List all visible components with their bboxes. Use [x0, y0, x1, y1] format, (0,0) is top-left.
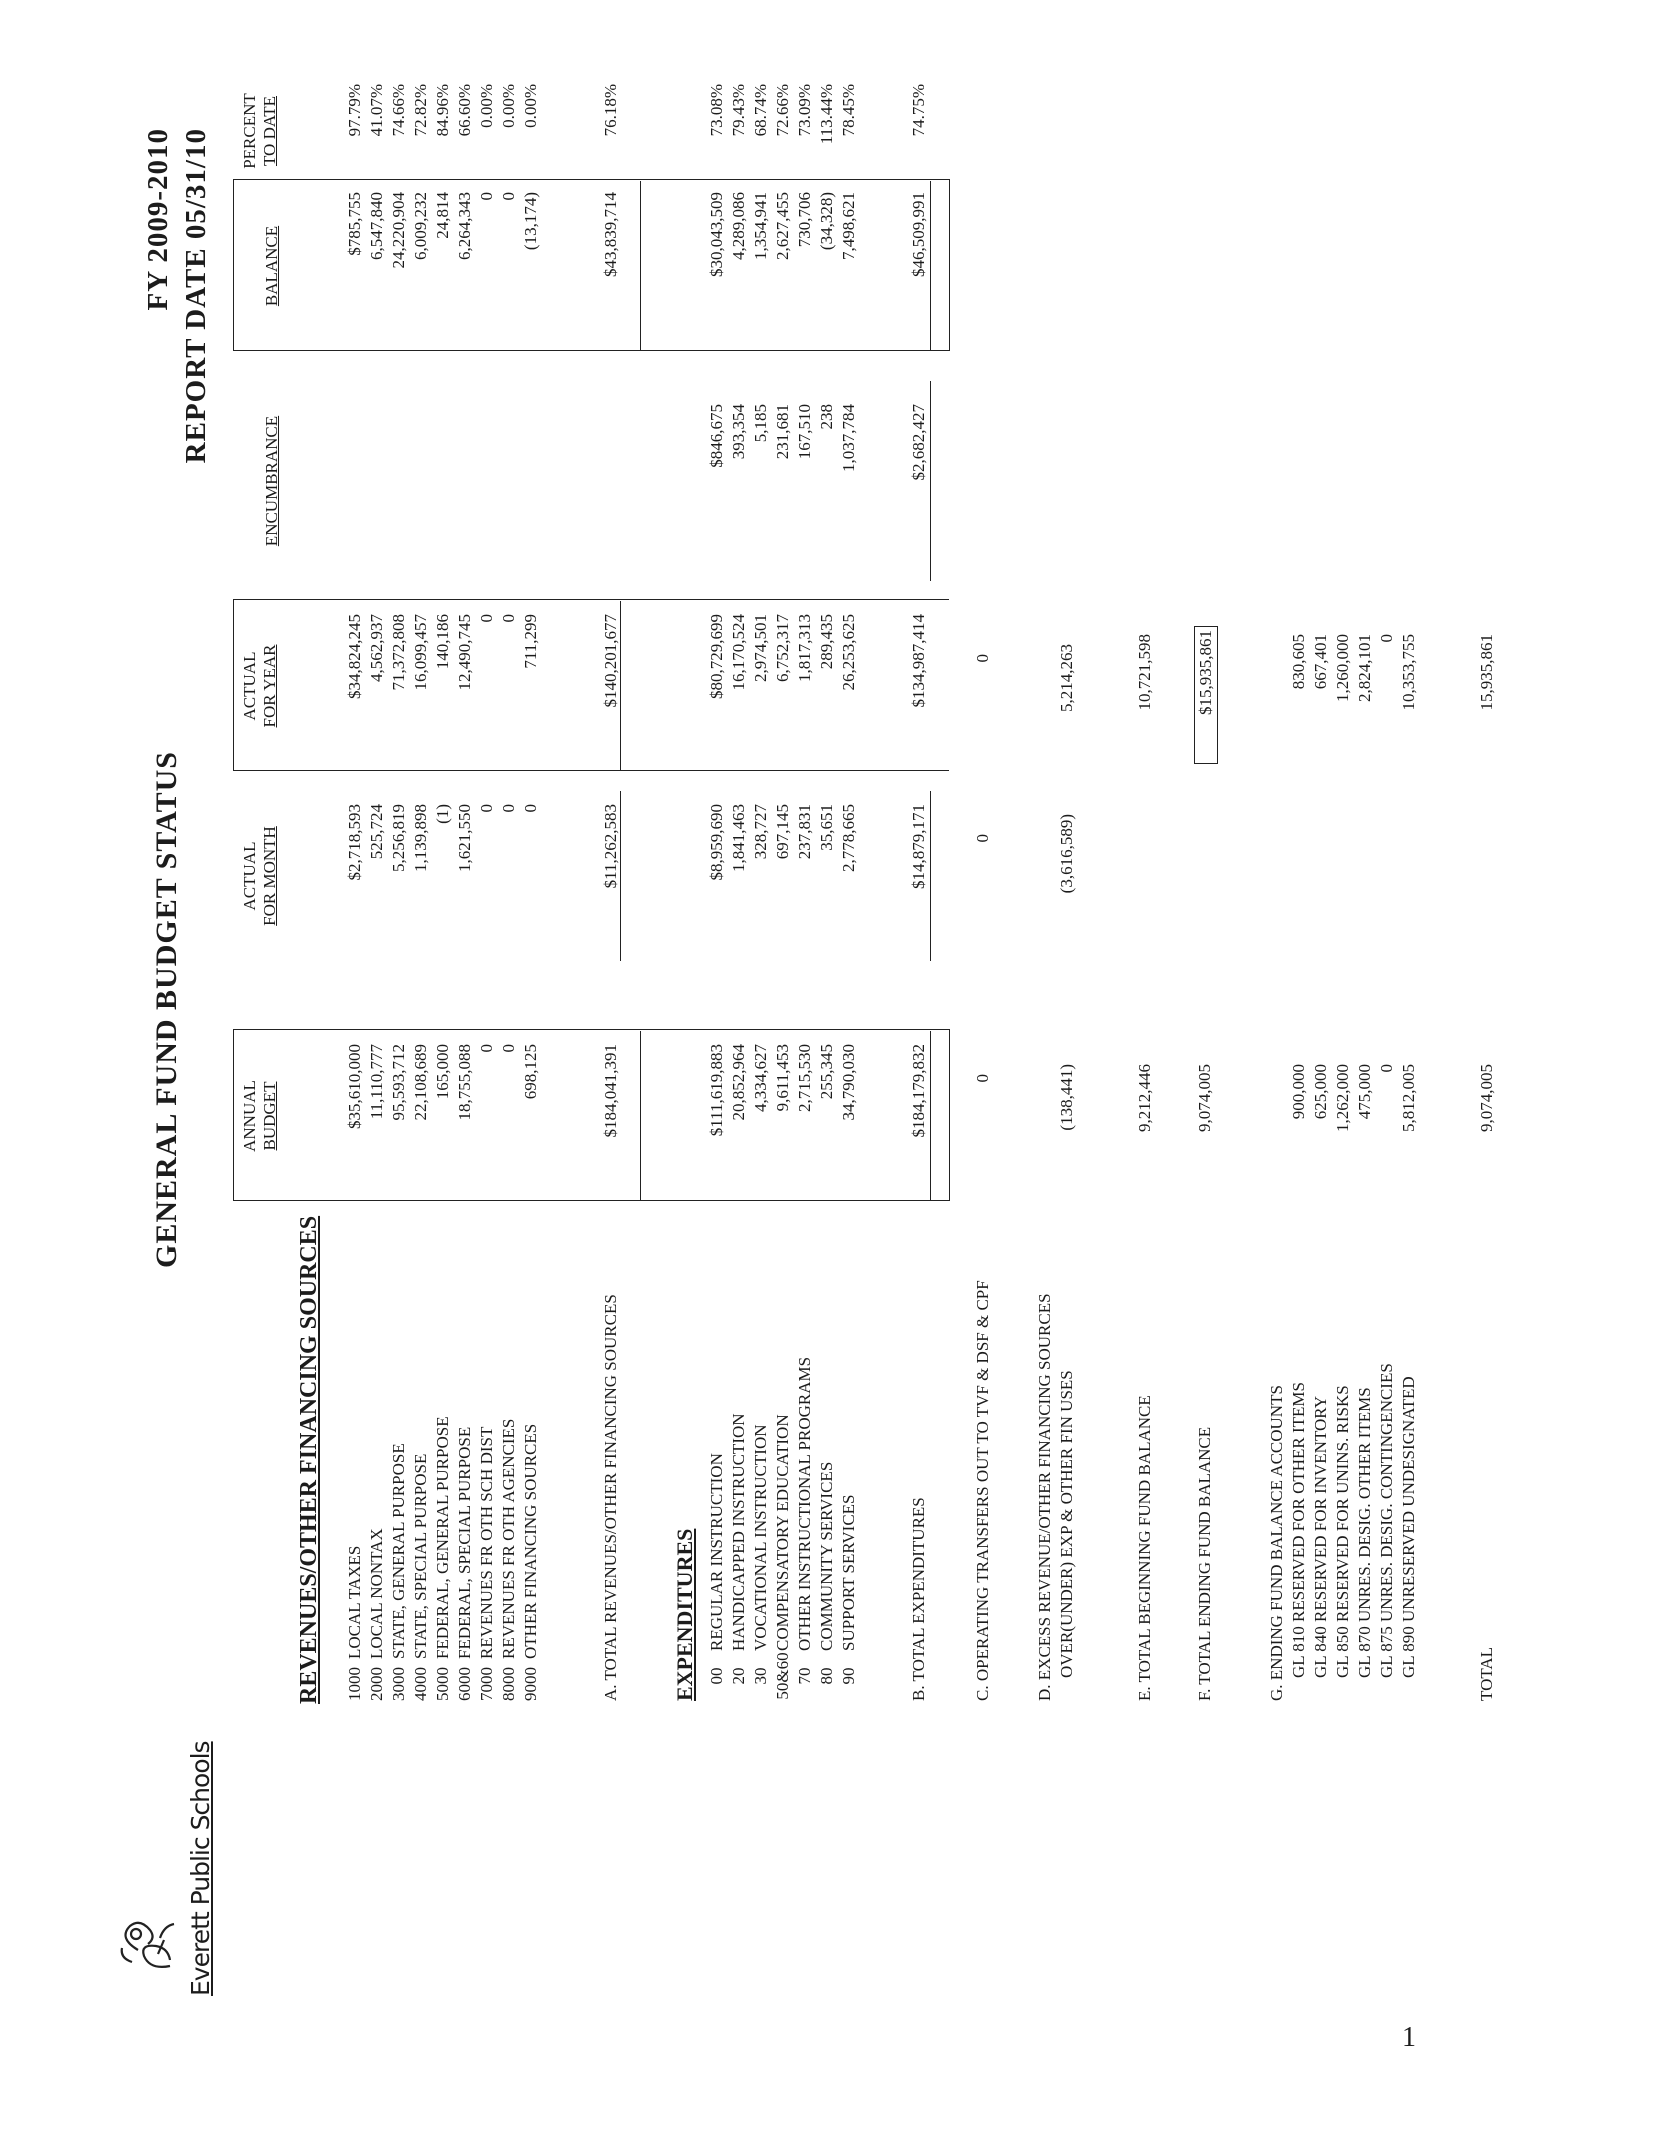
account-budget: 5,812,005	[1399, 1064, 1418, 1132]
rev-balance: 6,547,840	[367, 192, 386, 260]
account-year: 667,401	[1311, 634, 1330, 690]
beginning-budget: 9,212,446	[1135, 1064, 1154, 1132]
expenditure-row: 20HANDICAPPED INSTRUCTION	[729, 1413, 748, 1685]
revenue-row: 8000REVENUES FR OTH AGENCIES	[499, 1418, 518, 1701]
revenue-row: 9000OTHER FINANCING SOURCES	[521, 1423, 540, 1701]
rev-year: 0	[499, 614, 518, 623]
rev-year: 71,372,808	[389, 614, 408, 691]
account-budget: 1,262,000	[1333, 1064, 1352, 1132]
total-revenues-label: A. TOTAL REVENUES/OTHER FINANCING SOURCES	[601, 1294, 620, 1701]
rev-percent: 0.00%	[477, 84, 496, 128]
col-header-encumbrance: ENCUMBRANCE	[262, 415, 281, 547]
rev-month: 0	[477, 804, 496, 813]
rev-percent: 66.60%	[455, 84, 474, 137]
exp-encumbrance: 5,185	[751, 404, 770, 443]
excess-budget: (138,441)	[1057, 1064, 1076, 1131]
exp-year: 2,974,501	[751, 614, 770, 682]
exp-percent: 68.74%	[751, 84, 770, 137]
account-budget: 625,000	[1311, 1064, 1330, 1120]
rev-year: $34,824,245	[345, 614, 364, 699]
rev-balance: 6,264,343	[455, 192, 474, 260]
exp-year: 289,435	[817, 614, 836, 670]
exp-encumbrance: 167,510	[795, 404, 814, 460]
account-budget: 900,000	[1289, 1064, 1308, 1120]
beginning-balance-label: E. TOTAL BEGINNING FUND BALANCE	[1135, 1395, 1154, 1701]
revenue-row: 6000FEDERAL, SPECIAL PURPOSE	[455, 1426, 474, 1701]
exp-year: 6,752,317	[773, 614, 792, 682]
expenditure-row: 90SUPPORT SERVICES	[839, 1494, 858, 1685]
exp-balance: 1,354,941	[751, 192, 770, 260]
exp-month: 697,145	[773, 804, 792, 860]
account-year: 10,353,755	[1399, 634, 1418, 711]
exp-budget: $111,619,883	[707, 1044, 726, 1137]
account-row: GL 875 UNRES. DESIG. CONTINGENCIES	[1377, 1363, 1396, 1678]
exp-budget: 34,790,030	[839, 1044, 858, 1121]
transfers-month: 0	[973, 834, 992, 843]
rev-month: 5,256,819	[389, 804, 408, 872]
rev-budget: 95,593,712	[389, 1044, 408, 1121]
rev-balance: (13,174)	[521, 192, 540, 251]
exp-month: 1,841,463	[729, 804, 748, 872]
exp-month: 328,727	[751, 804, 770, 860]
rev-year: 16,099,457	[411, 614, 430, 691]
rev-balance: 6,009,232	[411, 192, 430, 260]
exp-budget: 255,345	[817, 1044, 836, 1100]
rev-percent: 0.00%	[499, 84, 518, 128]
rev-year: 12,490,745	[455, 614, 474, 691]
rev-month: $2,718,593	[345, 804, 364, 881]
report-date: REPORT DATE 05/31/10	[180, 128, 212, 464]
ending-budget: 9,074,005	[1195, 1064, 1214, 1132]
total-exp-year: $134,987,414	[909, 614, 928, 708]
rev-budget: 0	[499, 1044, 518, 1053]
col-header-balance: BALANCE	[262, 225, 281, 307]
exp-encumbrance: $846,675	[707, 404, 726, 468]
exp-percent: 113.44%	[817, 84, 836, 145]
account-budget: 0	[1377, 1064, 1396, 1073]
transfers-year: 0	[973, 654, 992, 663]
excess-revenue-label-2: OVER(UNDER) EXP & OTHER FIN USES	[1057, 1370, 1076, 1678]
exp-month: 35,651	[817, 804, 836, 851]
grand-total-year: 15,935,861	[1477, 634, 1496, 711]
rev-year: 0	[477, 614, 496, 623]
account-row: GL 810 RESERVED FOR OTHER ITEMS	[1289, 1382, 1308, 1678]
page-number: 1	[1402, 2022, 1416, 2053]
exp-balance: 7,498,621	[839, 192, 858, 260]
total-exp-percent: 74.75%	[909, 84, 928, 137]
rev-month: (1)	[433, 804, 452, 824]
revenues-heading: REVENUES/OTHER FINANCING SOURCES	[296, 1215, 322, 1704]
rev-month: 1,621,550	[455, 804, 474, 872]
exp-budget: 4,334,627	[751, 1044, 770, 1112]
exp-encumbrance: 393,354	[729, 404, 748, 460]
expenditure-row: 30VOCATIONAL INSTRUCTION	[751, 1424, 770, 1685]
exp-encumbrance: 238	[817, 404, 836, 430]
revenue-row: 5000FEDERAL, GENERAL PURPOSE	[433, 1416, 452, 1701]
exp-month: $8,959,690	[707, 804, 726, 881]
rev-year: 4,562,937	[367, 614, 386, 682]
rev-budget: $35,610,000	[345, 1044, 364, 1129]
excess-revenue-label-1: D. EXCESS REVENUE/OTHER FINANCING SOURCES	[1035, 1293, 1054, 1701]
excess-year: 5,214,263	[1057, 644, 1076, 712]
revenue-row: 2000LOCAL NONTAX	[367, 1528, 386, 1701]
rev-balance: 24,220,904	[389, 192, 408, 269]
exp-percent: 73.08%	[707, 84, 726, 137]
grand-total-label: TOTAL	[1477, 1646, 1496, 1701]
total-revenues-balance: $43,839,714	[601, 192, 620, 277]
account-row: GL 870 UNRES. DESIG. OTHER ITEMS	[1355, 1387, 1374, 1678]
rev-month: 525,724	[367, 804, 386, 860]
rev-balance: 0	[477, 192, 496, 201]
revenue-row: 4000STATE, SPECIAL PURPOSE	[411, 1453, 430, 1701]
account-year: 0	[1377, 634, 1396, 643]
col-header-actual-year: ACTUAL FOR YEAR	[240, 644, 279, 728]
exp-encumbrance: 1,037,784	[839, 404, 858, 472]
revenue-row: 1000LOCAL TAXES	[345, 1545, 364, 1701]
exp-year: 26,253,625	[839, 614, 858, 691]
exp-month: 237,831	[795, 804, 814, 860]
rev-budget: 11,110,777	[367, 1044, 386, 1120]
exp-balance: 2,627,455	[773, 192, 792, 260]
rev-year: 711,299	[521, 614, 540, 669]
rev-balance: 0	[499, 192, 518, 201]
expenditure-row: 50&60COMPENSATORY EDUCATION	[773, 1414, 792, 1700]
rev-month: 1,139,898	[411, 804, 430, 872]
rev-month: 0	[521, 804, 540, 813]
exp-budget: 20,852,964	[729, 1044, 748, 1121]
exp-balance: 730,706	[795, 192, 814, 248]
fund-balance-accounts-heading: G. ENDING FUND BALANCE ACCOUNTS	[1267, 1385, 1286, 1701]
revenue-row: 7000REVENUES FR OTH SCH DIST	[477, 1426, 496, 1701]
rev-percent: 41.07%	[367, 84, 386, 137]
rev-budget: 698,125	[521, 1044, 540, 1100]
total-revenues-budget: $184,041,391	[601, 1044, 620, 1138]
account-row: GL 840 RESERVED FOR INVENTORY	[1311, 1396, 1330, 1678]
rev-budget: 0	[477, 1044, 496, 1053]
rev-budget: 18,755,088	[455, 1044, 474, 1121]
col-header-actual-month: ACTUAL FOR MONTH	[240, 826, 279, 926]
rev-year: 140,186	[433, 614, 452, 670]
exp-balance: 4,289,086	[729, 192, 748, 260]
rev-balance: $785,755	[345, 192, 364, 256]
exp-budget: 9,611,453	[773, 1044, 792, 1112]
operating-transfers-label: C. OPERATING TRANSFERS OUT TO TVF & DSF & CPF	[973, 1280, 992, 1701]
account-row: GL 890 UNRESERVED UNDESIGNATED	[1399, 1376, 1418, 1678]
expenditure-row: 80COMMUNITY SERVICES	[817, 1461, 836, 1685]
exp-budget: 2,715,530	[795, 1044, 814, 1112]
col-header-annual-budget: ANNUAL BUDGET	[240, 1080, 279, 1152]
account-year: 830,605	[1289, 634, 1308, 690]
total-revenues-year: $140,201,677	[601, 614, 620, 708]
rev-percent: 97.79%	[345, 84, 364, 137]
expenditure-row: 00REGULAR INSTRUCTION	[707, 1453, 726, 1685]
total-exp-encumbrance: $2,682,427	[909, 404, 928, 481]
transfers-budget: 0	[973, 1074, 992, 1083]
total-exp-budget: $184,179,832	[909, 1044, 928, 1138]
exp-balance: $30,043,509	[707, 192, 726, 277]
organization-name: Everett Public Schools	[186, 1741, 215, 1996]
grand-total-budget: 9,074,005	[1477, 1064, 1496, 1132]
exp-year: 16,170,524	[729, 614, 748, 691]
total-revenues-percent: 76.18%	[601, 84, 620, 137]
exp-percent: 73.09%	[795, 84, 814, 137]
account-year: 2,824,101	[1355, 634, 1374, 702]
total-exp-month: $14,879,171	[909, 804, 928, 889]
excess-month: (3,616,589)	[1057, 814, 1076, 894]
account-budget: 475,000	[1355, 1064, 1374, 1120]
district-logo-icon	[110, 1914, 182, 1974]
report-title: GENERAL FUND BUDGET STATUS	[150, 751, 183, 1268]
rev-balance: 24,814	[433, 192, 452, 239]
exp-year: $80,729,699	[707, 614, 726, 699]
total-expenditures-label: B. TOTAL EXPENDITURES	[909, 1497, 928, 1701]
account-row: GL 850 RESERVED FOR UNINS. RISKS	[1333, 1385, 1352, 1678]
exp-encumbrance: 231,681	[773, 404, 792, 460]
rev-percent: 72.82%	[411, 84, 430, 137]
rev-budget: 165,000	[433, 1044, 452, 1100]
rev-percent: 74.66%	[389, 84, 408, 137]
fiscal-year: FY 2009-2010	[142, 128, 174, 311]
revenue-row: 3000STATE, GENERAL PURPOSE	[389, 1443, 408, 1701]
rev-percent: 84.96%	[433, 84, 452, 137]
exp-percent: 79.43%	[729, 84, 748, 137]
col-header-percent: PERCENT TO DATE	[240, 93, 279, 169]
exp-month: 2,778,665	[839, 804, 858, 872]
account-year: 1,260,000	[1333, 634, 1352, 702]
exp-percent: 72.66%	[773, 84, 792, 137]
exp-balance: (34,328)	[817, 192, 836, 251]
exp-year: 1,817,313	[795, 614, 814, 682]
total-revenues-month: $11,262,583	[601, 804, 620, 889]
rev-percent: 0.00%	[521, 84, 540, 128]
expenditure-row: 70OTHER INSTRUCTIONAL PROGRAMS	[795, 1356, 814, 1685]
exp-percent: 78.45%	[839, 84, 858, 137]
expenditures-heading: EXPENDITURES	[672, 1528, 697, 1701]
ending-balance-label: F. TOTAL ENDING FUND BALANCE	[1195, 1426, 1214, 1701]
rev-month: 0	[499, 804, 518, 813]
ending-year: $15,935,861	[1194, 626, 1218, 764]
total-exp-balance: $46,509,991	[909, 192, 928, 277]
beginning-year: 10,721,598	[1135, 634, 1154, 711]
rev-budget: 22,108,689	[411, 1044, 430, 1121]
